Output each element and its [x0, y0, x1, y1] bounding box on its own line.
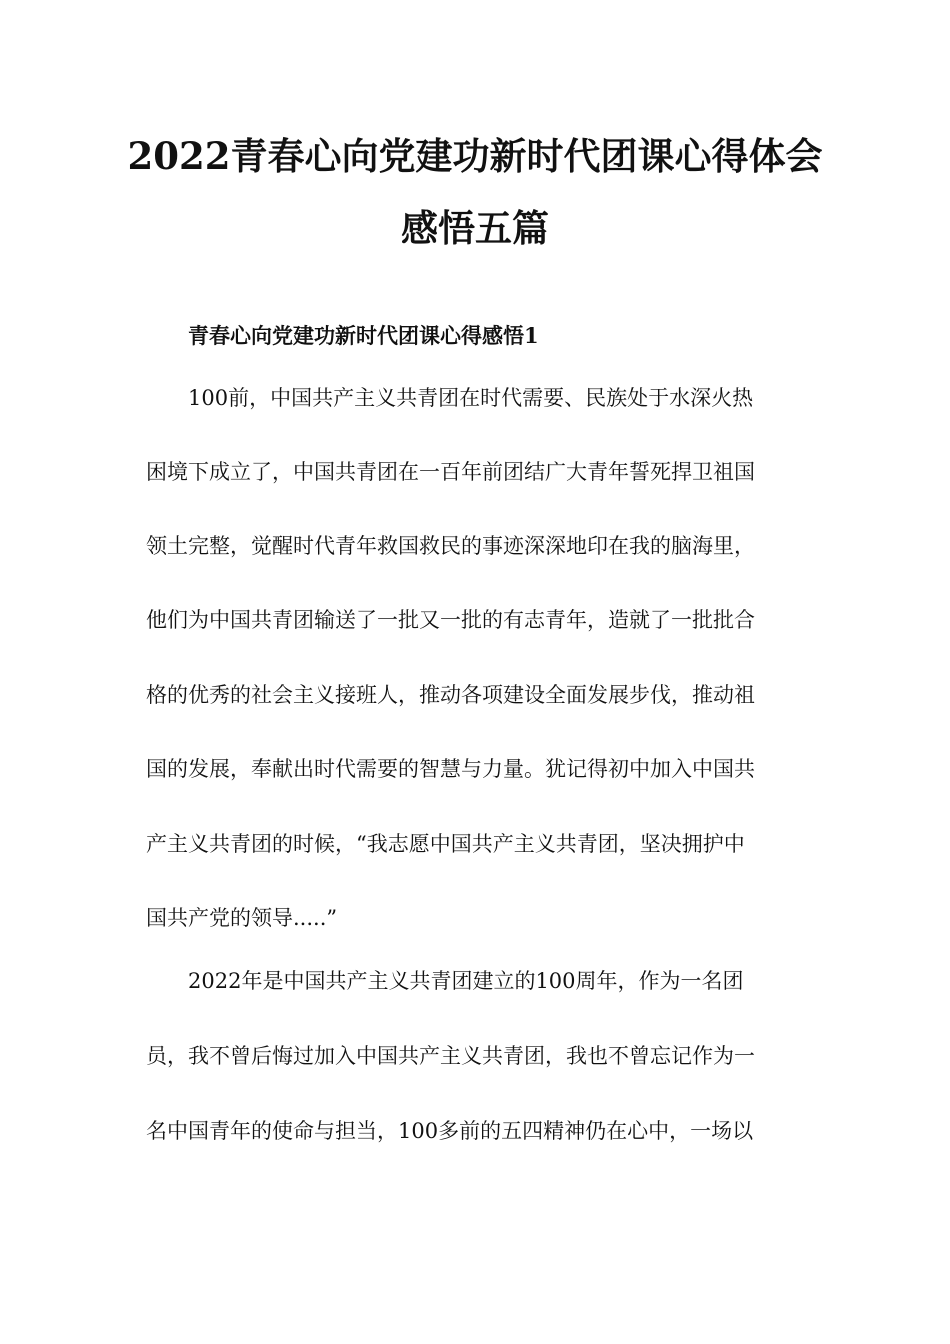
document-title-line-1: 2022青春心向党建功新时代团课心得体会: [127, 134, 823, 178]
paragraph-1-line: 100前，中国共产主义共青团在时代需要、民族处于水深火热: [188, 386, 754, 410]
paragraph-1-line: 他们为中国共青团输送了一批又一批的有志青年，造就了一批批合: [146, 608, 755, 632]
paragraph-2-line: 名中国青年的使命与担当，100多前的五四精神仍在心中，一场以: [146, 1119, 754, 1143]
document-title-line-2: 感悟五篇: [401, 206, 549, 250]
paragraph-1-line: 国共产党的领导.....”: [146, 906, 338, 930]
paragraph-1-line: 国的发展，奉献出时代需要的智慧与力量。犹记得初中加入中国共: [146, 757, 755, 781]
paragraph-1-line: 产主义共青团的时候，“我志愿中国共产主义共青团，坚决拥护中: [146, 832, 745, 856]
section-heading: 青春心向党建功新时代团课心得感悟1: [188, 323, 539, 348]
paragraph-2-line: 2022年是中国共产主义共青团建立的100周年，作为一名团: [188, 969, 744, 993]
paragraph-1-line: 困境下成立了，中国共青团在一百年前团结广大青年誓死捍卫祖国: [146, 460, 755, 484]
paragraph-1-line: 格的优秀的社会主义接班人，推动各项建设全面发展步伐，推动祖: [146, 683, 755, 707]
paragraph-1-line: 领土完整，觉醒时代青年救国救民的事迹深深地印在我的脑海里，: [146, 534, 755, 558]
paragraph-2-line: 员，我不曾后悔过加入中国共产主义共青团，我也不曾忘记作为一: [146, 1044, 755, 1068]
